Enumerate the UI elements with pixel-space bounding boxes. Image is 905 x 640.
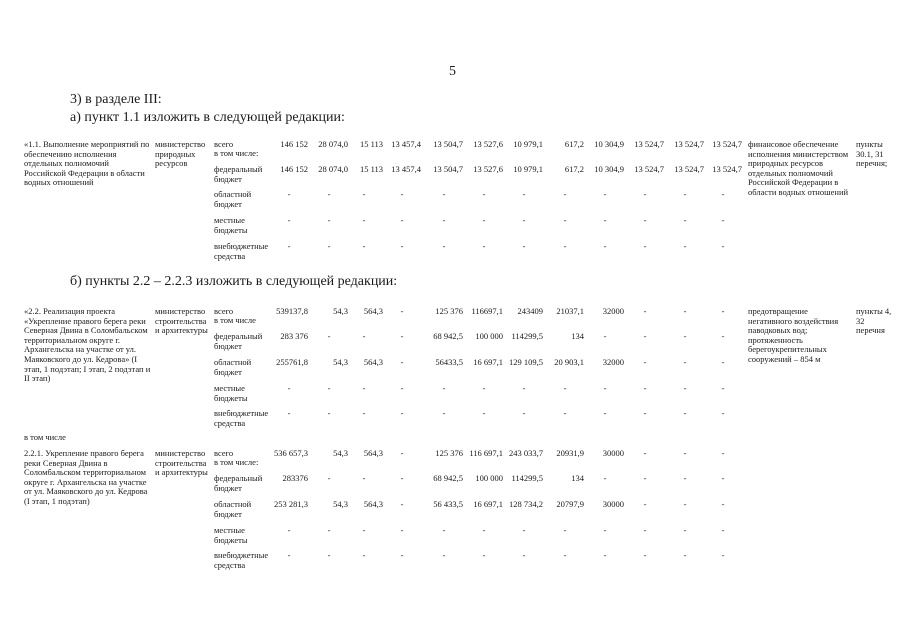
value-cell: - (482, 550, 486, 560)
value-cell: 134 (571, 473, 584, 483)
value-cell: 536 657,3 (274, 448, 308, 458)
value-cell: - (683, 408, 687, 418)
value-cell: - (522, 215, 526, 225)
executor: министерство строительства и архитектуры (155, 306, 208, 336)
value-cell: - (721, 525, 725, 535)
value-cell: - (327, 473, 331, 483)
value-cell: - (400, 448, 404, 458)
value-cell: - (683, 241, 687, 251)
value-cell: 13 524,7 (674, 139, 704, 149)
value-cell: - (603, 408, 607, 418)
value-cell: 32000 (602, 357, 624, 367)
value-cell: - (643, 448, 647, 458)
value-cell: 13 457,4 (391, 164, 421, 174)
value-cell: 13 524,7 (712, 164, 742, 174)
value-cell: 617,2 (564, 139, 584, 149)
value-cell: - (287, 241, 291, 251)
value-cell: - (327, 241, 331, 251)
value-cell: - (603, 525, 607, 535)
value-cell: - (603, 331, 607, 341)
expected-result: финансовое обеспечение исполнения министерством природных ресурсов отдельных полномочий Российской Федерации в области водных отношений (748, 139, 849, 197)
value-cell: 13 524,7 (712, 139, 742, 149)
funding-source-label: в том числе (214, 315, 256, 325)
value-cell: - (482, 525, 486, 535)
value-cell: 28 074,0 (318, 139, 348, 149)
funding-source-label: всего (214, 448, 234, 458)
measure-name: «1.1. Выполнение мероприятий по обеспечению исполнения отдельных полномочий Российской Федерации в области водных отношений (24, 139, 150, 188)
value-cell: - (683, 550, 687, 560)
value-cell: 10 304,9 (594, 139, 624, 149)
value-cell: 564,3 (363, 306, 383, 316)
value-cell: 13 524,7 (634, 139, 664, 149)
subsection-b-heading: б) пункты 2.2 – 2.2.3 изложить в следующей редакции: (70, 274, 398, 289)
value-cell: - (400, 215, 404, 225)
value-cell: 10 304,9 (594, 164, 624, 174)
value-cell: - (643, 408, 647, 418)
funding-source-label: областной бюджет (214, 189, 252, 209)
value-cell: 13 527,6 (473, 139, 503, 149)
value-cell: - (327, 408, 331, 418)
value-cell: - (721, 331, 725, 341)
measure-name: «2.2. Реализация проекта «Укрепление правого берега реки Северная Двина в Соломбальском территориальном округе г. Архангельска на участке от ул. Маяковского до ул. Кедрова» (I этап, 1 подэтап; I этап, 2 подэтап и II этап) (24, 306, 151, 384)
value-cell: - (400, 306, 404, 316)
value-cell: - (362, 525, 366, 535)
value-cell: - (563, 383, 567, 393)
value-cell: - (643, 525, 647, 535)
value-cell: - (683, 357, 687, 367)
value-cell: - (683, 331, 687, 341)
value-cell: - (603, 215, 607, 225)
value-cell: - (362, 189, 366, 199)
value-cell: 20 903,1 (554, 357, 584, 367)
value-cell: - (362, 550, 366, 560)
funding-source-label: местные бюджеты (214, 215, 248, 235)
value-cell: - (563, 408, 567, 418)
expected-result: предотвращение негативного воздействия паводковых вод; протяженность берегоукрепительных сооружений – 854 м (748, 306, 839, 364)
funding-source-label: местные бюджеты (214, 383, 248, 403)
value-cell: 21037,1 (556, 306, 584, 316)
funding-source-label: внебюджетные средства (214, 408, 269, 428)
funding-source-label: федеральный бюджет (214, 164, 263, 184)
value-cell: - (400, 189, 404, 199)
funding-source-label: всего (214, 306, 234, 316)
executor: министерство природных ресурсов (155, 139, 206, 169)
value-cell: - (400, 525, 404, 535)
value-cell: 13 504,7 (433, 164, 463, 174)
value-cell: 15 113 (359, 139, 383, 149)
value-cell: - (362, 331, 366, 341)
value-cell: - (721, 550, 725, 560)
value-cell: - (603, 473, 607, 483)
value-cell: - (721, 473, 725, 483)
value-cell: - (603, 383, 607, 393)
value-cell: 13 457,4 (391, 139, 421, 149)
value-cell: - (482, 215, 486, 225)
value-cell: - (400, 408, 404, 418)
value-cell: - (643, 241, 647, 251)
value-cell: - (482, 241, 486, 251)
value-cell: - (643, 383, 647, 393)
value-cell: - (327, 383, 331, 393)
value-cell: 10 979,1 (513, 139, 543, 149)
value-cell: 125 376 (435, 306, 463, 316)
value-cell: 243409 (517, 306, 543, 316)
value-cell: - (400, 550, 404, 560)
value-cell: - (683, 383, 687, 393)
value-cell: 32000 (602, 306, 624, 316)
page-number: 5 (449, 64, 456, 79)
value-cell: 13 527,6 (473, 164, 503, 174)
value-cell: - (721, 215, 725, 225)
value-cell: 146 152 (280, 139, 308, 149)
value-cell: - (683, 525, 687, 535)
value-cell: 116697,1 (471, 306, 503, 316)
value-cell: - (563, 550, 567, 560)
value-cell: - (327, 550, 331, 560)
value-cell: - (522, 189, 526, 199)
value-cell: - (721, 448, 725, 458)
value-cell: - (362, 473, 366, 483)
value-cell: 146 152 (280, 164, 308, 174)
value-cell: - (683, 306, 687, 316)
value-cell: - (721, 357, 725, 367)
value-cell: - (442, 215, 446, 225)
value-cell: 125 376 (435, 448, 463, 458)
value-cell: - (287, 383, 291, 393)
value-cell: - (482, 408, 486, 418)
value-cell: - (563, 215, 567, 225)
value-cell: - (522, 408, 526, 418)
value-cell: - (721, 408, 725, 418)
value-cell: 283 376 (280, 331, 308, 341)
value-cell: - (400, 499, 404, 509)
value-cell: - (400, 331, 404, 341)
value-cell: 10 979,1 (513, 164, 543, 174)
value-cell: - (643, 331, 647, 341)
value-cell: 243 033,7 (509, 448, 543, 458)
value-cell: 28 074,0 (318, 164, 348, 174)
value-cell: - (287, 215, 291, 225)
value-cell: - (327, 189, 331, 199)
funding-source-label: в том числе: (214, 457, 259, 467)
funding-source-label: областной бюджет (214, 357, 252, 377)
value-cell: - (362, 408, 366, 418)
value-cell: - (442, 383, 446, 393)
value-cell: - (442, 408, 446, 418)
value-cell: - (482, 383, 486, 393)
funding-source-label: в том числе: (214, 148, 259, 158)
section-heading: 3) в разделе III: (70, 92, 162, 107)
executor: министерство строительства и архитектуры (155, 448, 208, 478)
value-cell: 283376 (282, 473, 308, 483)
value-cell: - (683, 499, 687, 509)
value-cell: 116 697,1 (469, 448, 503, 458)
value-cell: 100 000 (475, 331, 503, 341)
value-cell: - (721, 306, 725, 316)
funding-source-label: федеральный бюджет (214, 473, 263, 493)
value-cell: 617,2 (564, 164, 584, 174)
subitems-label: в том числе (24, 432, 66, 442)
value-cell: 13 504,7 (433, 139, 463, 149)
value-cell: - (522, 241, 526, 251)
value-cell: - (327, 215, 331, 225)
value-cell: - (603, 550, 607, 560)
value-cell: - (362, 215, 366, 225)
value-cell: - (327, 525, 331, 535)
value-cell: - (643, 215, 647, 225)
funding-source-label: всего (214, 139, 234, 149)
value-cell: - (563, 189, 567, 199)
value-cell: 255761,8 (276, 357, 308, 367)
value-cell: - (643, 473, 647, 483)
value-cell: 54,3 (333, 357, 348, 367)
value-cell: - (442, 525, 446, 535)
value-cell: 564,3 (363, 357, 383, 367)
value-cell: - (643, 499, 647, 509)
value-cell: 114299,5 (511, 331, 543, 341)
value-cell: - (522, 383, 526, 393)
value-cell: - (643, 189, 647, 199)
value-cell: 13 524,7 (674, 164, 704, 174)
value-cell: - (522, 525, 526, 535)
value-cell: 134 (571, 331, 584, 341)
value-cell: - (643, 550, 647, 560)
value-cell: - (442, 550, 446, 560)
value-cell: - (442, 189, 446, 199)
value-cell: - (721, 189, 725, 199)
value-cell: 54,3 (333, 306, 348, 316)
value-cell: 114299,5 (511, 473, 543, 483)
value-cell: - (721, 241, 725, 251)
value-cell: - (287, 550, 291, 560)
value-cell: - (287, 408, 291, 418)
value-cell: - (721, 383, 725, 393)
value-cell: - (603, 241, 607, 251)
value-cell: - (563, 525, 567, 535)
value-cell: - (683, 215, 687, 225)
funding-source-label: областной бюджет (214, 499, 252, 519)
value-cell: 20931,9 (556, 448, 584, 458)
value-cell: - (400, 383, 404, 393)
value-cell: - (400, 473, 404, 483)
measure-name: 2.2.1. Укрепление правого берега реки Северная Двина в Соломбальском территориальном округе г. Архангельска на участке от ул. Маяковского до ул. Кедрова (I этап, 1 подэтап) (24, 448, 148, 506)
value-cell: - (327, 331, 331, 341)
value-cell: - (522, 550, 526, 560)
value-cell: 100 000 (475, 473, 503, 483)
funding-source-label: федеральный бюджет (214, 331, 263, 351)
value-cell: 54,3 (333, 499, 348, 509)
value-cell: - (563, 241, 567, 251)
value-cell: - (400, 241, 404, 251)
value-cell: - (721, 499, 725, 509)
value-cell: 56 433,5 (433, 499, 463, 509)
value-cell: 129 109,5 (509, 357, 543, 367)
value-cell: 30000 (602, 499, 624, 509)
value-cell: 13 524,7 (634, 164, 664, 174)
value-cell: - (362, 383, 366, 393)
value-cell: 564,3 (363, 499, 383, 509)
value-cell: 253 281,3 (274, 499, 308, 509)
value-cell: - (683, 448, 687, 458)
value-cell: - (287, 189, 291, 199)
value-cell: - (603, 189, 607, 199)
value-cell: 30000 (602, 448, 624, 458)
value-cell: - (362, 241, 366, 251)
value-cell: - (643, 357, 647, 367)
value-cell: - (683, 189, 687, 199)
value-cell: - (643, 306, 647, 316)
value-cell: - (683, 473, 687, 483)
value-cell: 56433,5 (435, 357, 463, 367)
funding-source-label: внебюджетные средства (214, 241, 269, 261)
value-cell: 20797,9 (556, 499, 584, 509)
value-cell: 54,3 (333, 448, 348, 458)
value-cell: 68 942,5 (433, 473, 463, 483)
value-cell: - (482, 189, 486, 199)
plan-points: пункты 30.1, 31 перечня; (856, 139, 888, 169)
value-cell: 564,3 (363, 448, 383, 458)
value-cell: 16 697,1 (473, 357, 503, 367)
value-cell: 16 697,1 (473, 499, 503, 509)
value-cell: 128 734,2 (509, 499, 543, 509)
value-cell: - (400, 357, 404, 367)
subsection-a-heading: а) пункт 1.1 изложить в следующей редакции: (70, 110, 345, 125)
value-cell: 539137,8 (276, 306, 308, 316)
value-cell: - (287, 525, 291, 535)
funding-source-label: местные бюджеты (214, 525, 248, 545)
value-cell: 68 942,5 (433, 331, 463, 341)
plan-points: пункты 4, 32 перечня (856, 306, 892, 336)
funding-source-label: внебюджетные средства (214, 550, 269, 570)
value-cell: 15 113 (359, 164, 383, 174)
value-cell: - (442, 241, 446, 251)
